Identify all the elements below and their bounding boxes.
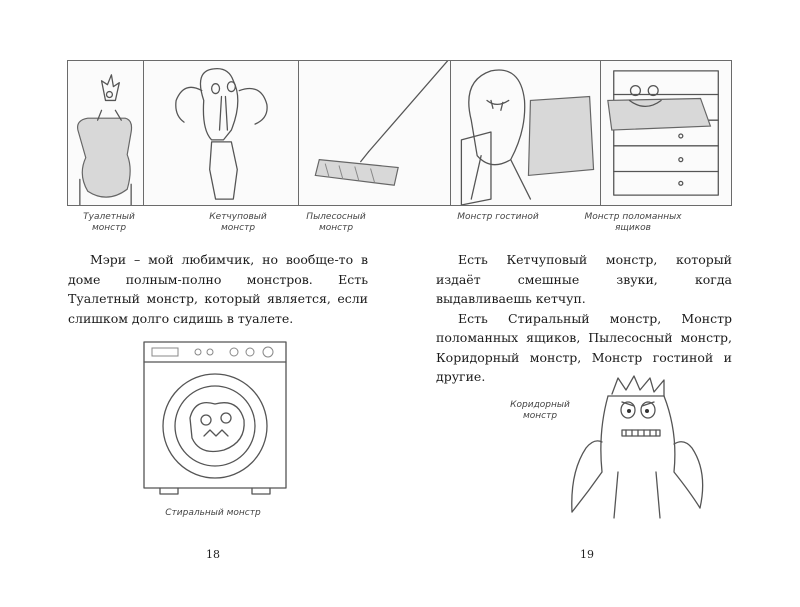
caption-toilet-monster: [78, 212, 140, 234]
caption-broken-drawers-monster: [578, 212, 688, 234]
caption-line: Коридорный: [510, 400, 570, 410]
caption-line: Пылесосный: [306, 212, 366, 222]
washing-machine-monster-illustration: [140, 338, 290, 496]
living-room-monster-illustration: [451, 61, 601, 205]
page-number-right: 19: [580, 548, 594, 561]
caption-vacuum-monster: [296, 212, 376, 234]
corridor-monster-illustration: [568, 372, 718, 522]
ketchup-monster-illustration: [144, 61, 299, 205]
caption-line: Монстр гостиной: [457, 212, 539, 222]
illustration-strip: [67, 60, 732, 206]
paragraph: Есть Стиральный монстр, Монстр поломанных ящиков, Пылесосный монстр, Коридорный монстр, Монстр гостиной и другие.: [436, 310, 732, 384]
vacuum-monster-illustration: [299, 61, 451, 205]
caption-line: монстр: [522, 411, 558, 421]
caption-line: монстр: [91, 223, 127, 233]
right-page-text: [436, 250, 732, 387]
caption-line: Стиральный монстр: [165, 508, 261, 518]
caption-washing-monster: [138, 508, 288, 519]
toilet-monster-illustration: [68, 61, 144, 205]
page-number-left: 18: [206, 548, 220, 561]
caption-living-room-monster: [448, 212, 548, 223]
left-page-text: [68, 250, 368, 328]
caption-line: монстр: [220, 223, 256, 233]
paragraph: Мэри – мой любимчик, но вообще-то в доме полным-полно монстров. Есть Туалетный монстр, который является, если слишком долго сидишь в туалете.: [68, 252, 368, 326]
broken-drawers-monster-illustration: [601, 61, 733, 205]
caption-line: Туалетный: [83, 212, 135, 222]
caption-line: ящиков: [615, 223, 651, 233]
caption-ketchup-monster: [198, 212, 278, 234]
caption-line: монстр: [318, 223, 354, 233]
caption-line: Кетчуповый: [209, 212, 267, 222]
caption-line: Монстр поломанных: [584, 212, 682, 222]
paragraph: Есть Кетчуповый монстр, который издаёт смешные звуки, когда выдавливаешь кетчуп.: [436, 252, 732, 306]
